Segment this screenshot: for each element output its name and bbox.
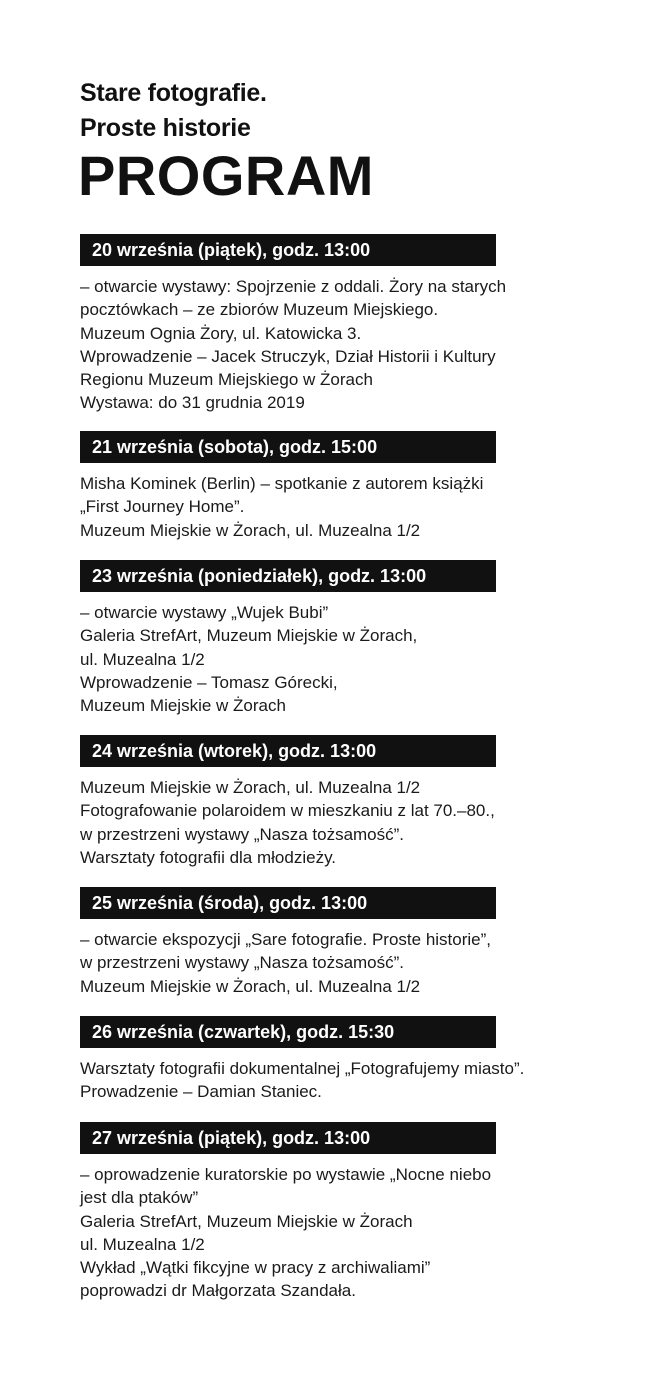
event-description [80,776,620,869]
event-21-september [80,431,620,542]
event-line: – otwarcie wystawy: Spojrzenie z oddali. Żory na starych [80,277,507,296]
event-line: – otwarcie ekspozycji „Sare fotografie. Proste historie”, [80,930,492,949]
event-line: Misha Kominek (Berlin) – spotkanie z autorem książki [80,474,484,493]
event-line: w przestrzeni wystawy „Nasza tożsamość”. [80,824,405,844]
event-line: w przestrzeni wystawy „Nasza tożsamość”. [80,953,405,973]
event-line: ul. Muzealna 1/2 [80,1234,205,1254]
event-line: Wprowadzenie – Tomasz Górecki, [80,672,338,692]
event-date-header: 21 września (sobota), godz. 15:00 [80,431,496,463]
event-description [80,601,620,717]
event-line: Muzeum Miejskie w Żorach [80,696,286,716]
event-line: Galeria StrefArt, Muzeum Miejskie w Żorach [80,1211,413,1231]
event-date-header: 24 września (wtorek), godz. 13:00 [80,735,496,767]
event-line: Wykład „Wątki fikcyjne w pracy z archiwaliami” [80,1258,431,1278]
event-line: Muzeum Miejskie w Żorach, ul. Muzealna 1/2 [80,976,421,996]
title-line-2: Proste historie [80,114,251,142]
event-date-header: 20 września (piątek), godz. 13:00 [80,234,496,266]
title-line-1: Stare fotografie. [80,79,267,107]
event-24-september [80,735,620,869]
event-27-september [80,1122,620,1303]
event-line: „First Journey Home”. [80,497,245,517]
event-line: Warsztaty fotografii dokumentalnej „Fotografujemy miasto”. [80,1059,525,1078]
event-line: Prowadzenie – Damian Staniec. [80,1082,322,1102]
event-23-september [80,560,620,717]
event-line: Galeria StrefArt, Muzeum Miejskie w Żorach, [80,626,418,646]
event-line: Wprowadzenie – Jacek Struczyk, Dział Historii i Kultury [80,346,496,366]
event-26-september [80,1016,620,1104]
event-line: pocztówkach – ze zbiorów Muzeum Miejskiego. [80,300,439,320]
event-line: Warsztaty fotografii dla młodzieży. [80,847,337,867]
event-line: Regionu Muzeum Miejskiego w Żorach [80,370,373,390]
event-line: Fotografowanie polaroidem w mieszkaniu z lat 70.–80., [80,801,495,821]
event-line: – oprowadzenie kuratorskie po wystawie „Nocne niebo [80,1165,492,1184]
event-line: poprowadzi dr Małgorzata Szandała. [80,1281,356,1301]
event-line: ul. Muzealna 1/2 [80,649,205,669]
event-date-header: 27 września (piątek), godz. 13:00 [80,1122,496,1154]
program-heading: PROGRAM [78,144,374,207]
event-line: jest dla ptaków” [80,1188,199,1208]
event-line: Muzeum Miejskie w Żorach, ul. Muzealna 1/2 [80,520,421,540]
event-line: Wystawa: do 31 grudnia 2019 [80,393,305,413]
event-line: Muzeum Ognia Żory, ul. Katowicka 3. [80,323,362,343]
event-25-september [80,887,620,998]
event-description [80,275,620,415]
event-20-september [80,234,620,415]
event-line: – otwarcie wystawy „Wujek Bubi” [80,603,329,622]
event-line: Muzeum Miejskie w Żorach, ul. Muzealna 1/2 [80,778,421,797]
event-description [80,1163,620,1303]
event-description [80,1057,620,1104]
event-date-header: 25 września (środa), godz. 13:00 [80,887,496,919]
event-date-header: 23 września (poniedziałek), godz. 13:00 [80,560,496,592]
event-description [80,472,620,542]
event-description [80,928,620,998]
event-date-header: 26 września (czwartek), godz. 15:30 [80,1016,496,1048]
